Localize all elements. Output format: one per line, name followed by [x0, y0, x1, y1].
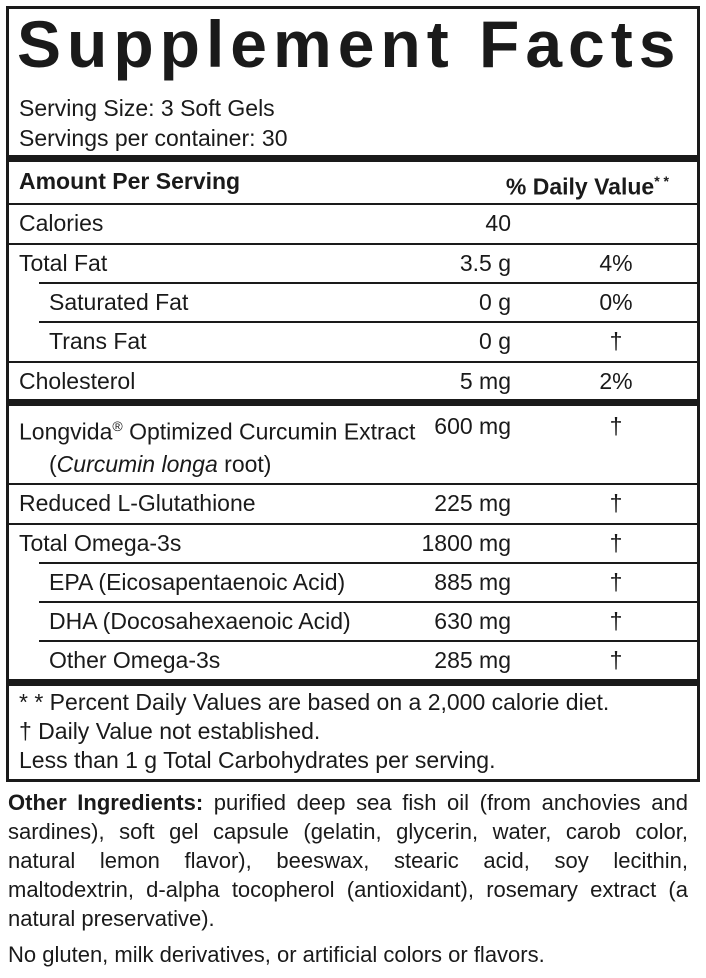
no-gluten-statement: No gluten, milk derivatives, or artificial colors or flavors.	[8, 942, 545, 967]
table-row: Total Fat 3.5 g 4%	[19, 250, 633, 276]
table-row: Total Omega-3s 1800 mg †	[19, 530, 623, 556]
footnote-not-established: † Daily Value not established.	[19, 718, 321, 744]
thick-divider	[9, 399, 697, 406]
footnote-carbohydrates: Less than 1 g Total Carbohydrates per serving.	[19, 747, 496, 773]
table-row: Reduced L-Glutathione 225 mg †	[19, 490, 623, 516]
thick-divider	[9, 679, 697, 686]
footnote-daily-values: * * Percent Daily Values are based on a 2,000 calorie diet.	[19, 689, 610, 715]
other-ingredients-text: purified deep sea fish oil (from anchovies and sardines), soft gel capsule (gelatin, glycerin, water, carob color, natural lemon flavor), beeswax, stearic acid, soy lecithin, maltodextrin, d-alpha tocopherol (antioxidant), rosemary extract (a natural preservative).	[8, 790, 688, 931]
table-row: DHA (Docosahexaenoic Acid) 630 mg †	[49, 608, 623, 634]
table-row: Longvida® Optimized Curcumin Extract 600 mg † (Curcumin longa root)	[19, 413, 623, 477]
daily-value-header: % Daily Value* *	[505, 173, 669, 200]
table-header	[9, 162, 697, 201]
table-row: Cholesterol 5 mg 2%	[19, 368, 633, 394]
servings-per-container: Servings per container: 30	[19, 125, 288, 151]
amount-per-serving-header: Amount Per Serving	[19, 168, 241, 194]
daily-value-mark: * *	[654, 173, 669, 189]
panel-title: Supplement Facts	[17, 7, 682, 81]
supplement-facts-panel	[6, 6, 700, 782]
other-ingredients	[8, 788, 688, 933]
thick-divider	[9, 155, 697, 162]
table-row: Trans Fat 0 g †	[49, 328, 623, 354]
curcumin-source: (Curcumin longa root)	[49, 451, 272, 477]
curcumin-name: Longvida® Optimized Curcumin Extract	[19, 418, 416, 445]
table-row: EPA (Eicosapentaenoic Acid) 885 mg †	[49, 569, 623, 595]
serving-size: Serving Size: 3 Soft Gels	[19, 95, 275, 121]
table-row: Calories 40	[19, 210, 511, 236]
other-ingredients-label: Other Ingredients:	[8, 790, 204, 815]
table-row: Other Omega-3s 285 mg †	[49, 647, 623, 673]
table-row: Saturated Fat 0 g 0%	[49, 289, 633, 315]
